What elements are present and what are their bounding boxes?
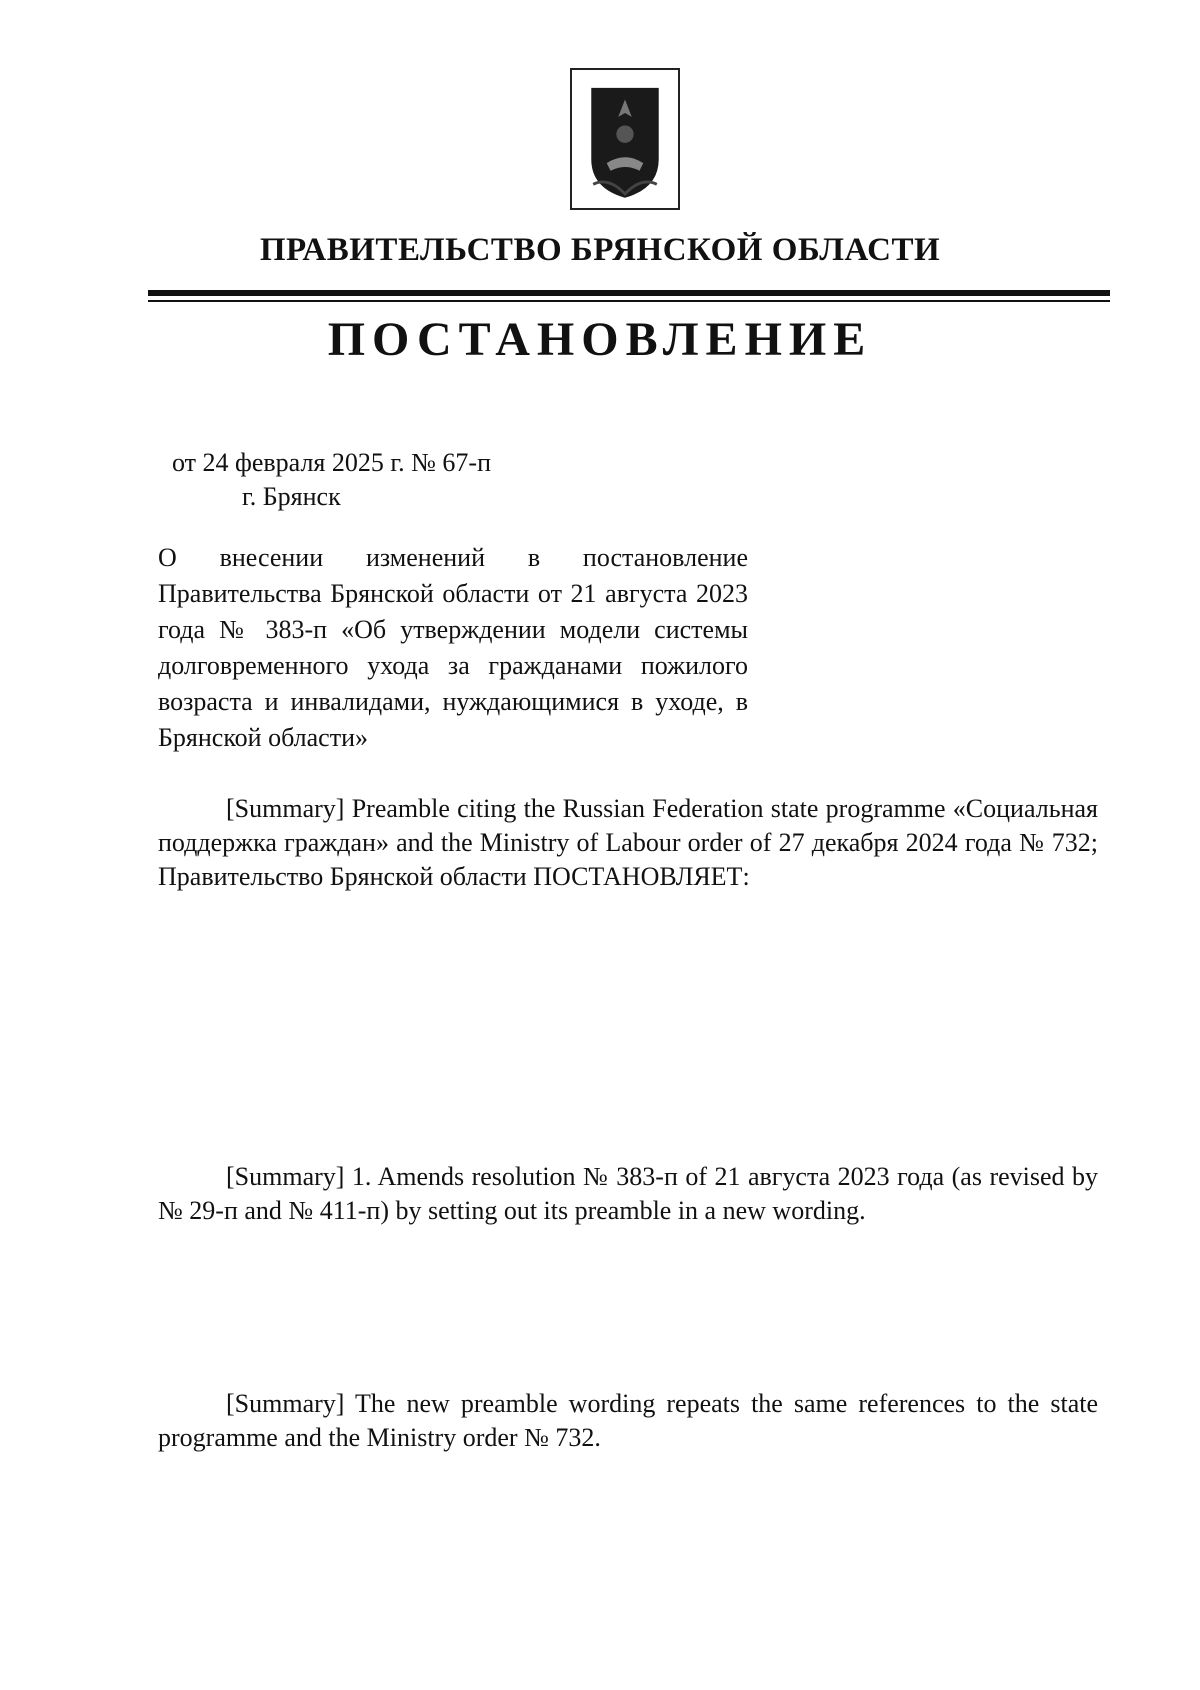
clause-1-paragraph: [Summary] 1. Amends resolution № 383-п of 21 августа 2023 года (as revised by № 29-п and № 411-п) by setting out its preamble in a new wording. (158, 1162, 1098, 1225)
new-preamble-paragraph: [Summary] The new preamble wording repeats the same references to the state programme and the Ministry order № 732. (158, 1389, 1098, 1452)
coat-of-arms-icon (570, 68, 680, 210)
preamble-paragraph: [Summary] Preamble citing the Russian Federation state programme «Социальная поддержка граждан» and the Ministry of Labour order of 27 декабря 2024 года № 732; Правительство Брянской области ПОСТАНОВЛЯЕТ: (158, 794, 1098, 891)
header-rule-thick (148, 290, 1110, 296)
organization-name: ПРАВИТЕЛЬСТВО БРЯНСКОЙ ОБЛАСТИ (259, 232, 941, 268)
document-subject: О внесении изменений в постановление Правительства Брянской области от 21 августа 2023 года № 383-п «Об утверждении модели системы долговременного ухода за гражданами пожилого возраста и инвалидами, нуждающимися в уходе, в Брянской области» (158, 543, 748, 752)
header-rule-thin (148, 300, 1110, 302)
date-number-line: от 24 февраля 2025 г. № 67-п (172, 448, 491, 477)
document-type-title: ПОСТАНОВЛЕНИЕ (327, 313, 873, 366)
city-line: г. Брянск (242, 482, 341, 511)
